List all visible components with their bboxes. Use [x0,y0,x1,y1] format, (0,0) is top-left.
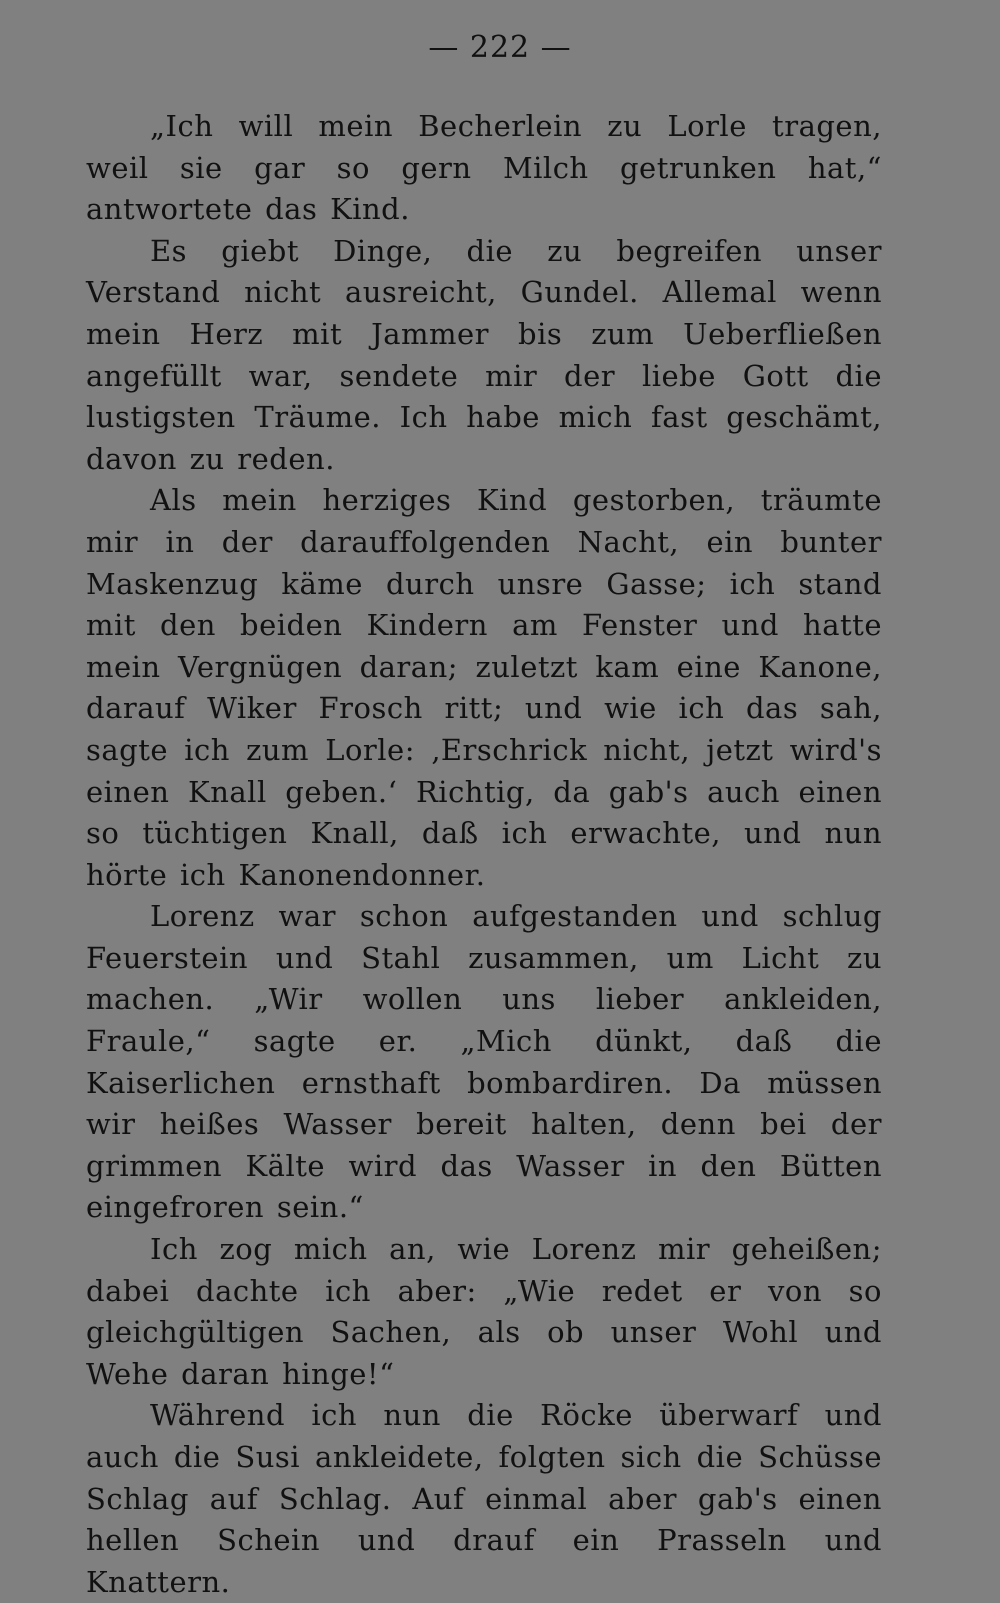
paragraph: Lorenz war schon aufgestanden und schlug Feuerstein und Stahl zusammen, um Licht zu machen. „Wir wollen uns lieber ankleiden, Fraule,“ sagte er. „Mich dünkt, daß die Kaiserlichen ernsthaft bombardiren. Da müssen wir heißes Wasser bereit halten, denn bei der grimmen Kälte wird das Wasser in den Bütten eingefroren sein.“ [86,899,882,1225]
page-number: — 222 — [428,30,572,65]
paragraph: „Ich will mein Becherlein zu Lorle tragen, weil sie gar so gern Milch getrunken hat,“ antwortete das Kind. [86,109,882,227]
paragraph: Es giebt Dinge, die zu begreifen unser Verstand nicht ausreicht, Gundel. Allemal wenn mein Herz mit Jammer bis zum Ueberfließen angefüllt war, sendete mir der liebe Gott die lustigsten Träume. Ich habe mich fast geschämt, davon zu reden. [86,233,882,476]
paragraph: Ich zog mich an, wie Lorenz mir geheißen; dabei dachte ich aber: „Wie redet er von so gleichgültigen Sachen, als ob unser Wohl und Wehe daran hinge!“ [86,1232,882,1391]
paragraph: Als mein herziges Kind gestorben, träumte mir in der darauffolgenden Nacht, ein bunter Maskenzug käme durch unsre Gasse; ich stand mit den beiden Kindern am Fenster und hatte mein Vergnügen daran; zuletzt kam eine Kanone, darauf Wiker Frosch ritt; und wie ich das sah, sagte ich zum Lorle: ‚Erschrick nicht, jetzt wird's einen Knall geben.‘ Richtig, da gab's auch einen so tüchtigen Knall, daß ich erwachte, und nun hörte ich Kanonendonner. [86,483,882,892]
body-text [86,106,882,1603]
paragraph: Während ich nun die Röcke überwarf und auch die Susi ankleidete, folgten sich die Schüsse Schlag auf Schlag. Auf einmal aber gab's einen hellen Schein und drauf ein Prasseln und Knattern. [86,1398,882,1599]
